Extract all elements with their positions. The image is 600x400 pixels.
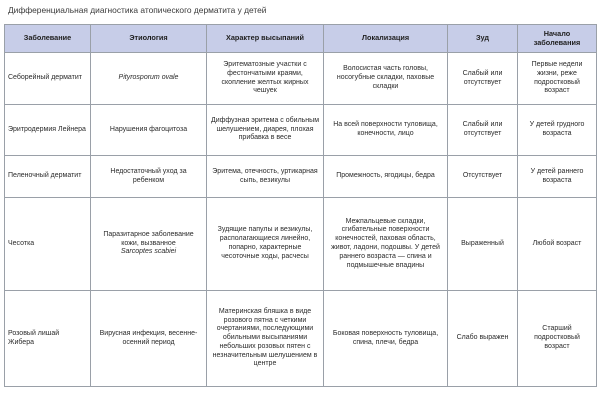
cell-disease: Эритродермия Лейнера bbox=[5, 105, 91, 156]
cell-etiology: Нарушения фагоцитоза bbox=[91, 105, 207, 156]
cell-disease: Чесотка bbox=[5, 198, 91, 291]
table-row bbox=[5, 105, 597, 156]
table-row bbox=[5, 53, 597, 105]
cell-onset: У детей грудного возраста bbox=[518, 105, 597, 156]
differential-diagnosis-table bbox=[4, 24, 597, 387]
cell-location: Межпальцевые складки, сгибательные поверхности конечностей, паховая область, живот, ладони, подошвы. У детей раннего возраста — спина и подмышечные впадины bbox=[324, 198, 448, 291]
table-caption: Дифференциальная диагностика атопического дерматита у детей bbox=[8, 5, 267, 15]
cell-disease: Себорейный дерматит bbox=[5, 53, 91, 105]
header-location: Локализация bbox=[324, 25, 448, 53]
cell-location: На всей поверхности туловища, конечности, лицо bbox=[324, 105, 448, 156]
header-itch: Зуд bbox=[448, 25, 518, 53]
cell-rash: Материнская бляшка в виде розового пятна с четкими очертаниями, последующими обильными высыпаниями небольших розовых пятен с незначительным шелушением в центре bbox=[207, 291, 324, 387]
cell-onset: Любой возраст bbox=[518, 198, 597, 291]
cell-location: Волосистая часть головы, носогубные складки, паховые складки bbox=[324, 53, 448, 105]
cell-disease: Розовый лишай Жибера bbox=[5, 291, 91, 387]
cell-etiology: Недостаточный уход за ребенком bbox=[91, 156, 207, 198]
etiology-text: Паразитарное заболевание кожи, вызванное bbox=[103, 230, 194, 247]
header-rash: Характер высыпаний bbox=[207, 25, 324, 53]
cell-itch: Слабый или отсутствует bbox=[448, 105, 518, 156]
cell-itch: Слабо выражен bbox=[448, 291, 518, 387]
table-row bbox=[5, 156, 597, 198]
cell-rash: Диффузная эритема с обильным шелушением, диарея, плохая прибавка в весе bbox=[207, 105, 324, 156]
table-row bbox=[5, 198, 597, 291]
cell-rash: Эритематозные участки с фестончатыми краями, скопление желтых жирных чешуек bbox=[207, 53, 324, 105]
cell-itch: Выраженный bbox=[448, 198, 518, 291]
cell-itch: Слабый или отсутствует bbox=[448, 53, 518, 105]
cell-location: Промежность, ягодицы, бедра bbox=[324, 156, 448, 198]
cell-etiology: Вирусная инфекция, весенне-осенний период bbox=[91, 291, 207, 387]
cell-etiology: Pityrosporum ovale bbox=[91, 53, 207, 105]
header-etiology: Этиология bbox=[91, 25, 207, 53]
cell-rash: Зудящие папулы и везикулы, располагающиеся линейно, попарно, характерные чесоточные ходы, расчесы bbox=[207, 198, 324, 291]
cell-location: Боковая поверхность туловища, спина, плечи, бедра bbox=[324, 291, 448, 387]
header-onset: Начало заболевания bbox=[518, 25, 597, 53]
cell-rash: Эритема, отечность, уртикарная сыпь, везикулы bbox=[207, 156, 324, 198]
cell-disease: Пеленочный дерматит bbox=[5, 156, 91, 198]
header-row bbox=[5, 25, 597, 53]
cell-etiology bbox=[91, 198, 207, 291]
etiology-pathogen: Sarcoptes scabiei bbox=[120, 248, 177, 256]
header-disease: Заболевание bbox=[5, 25, 91, 53]
cell-onset: Первые недели жизни, реже подростковый возраст bbox=[518, 53, 597, 105]
cell-onset: Старший подростковый возраст bbox=[518, 291, 597, 387]
table-row bbox=[5, 291, 597, 387]
cell-onset: У детей раннего возраста bbox=[518, 156, 597, 198]
cell-itch: Отсутствует bbox=[448, 156, 518, 198]
